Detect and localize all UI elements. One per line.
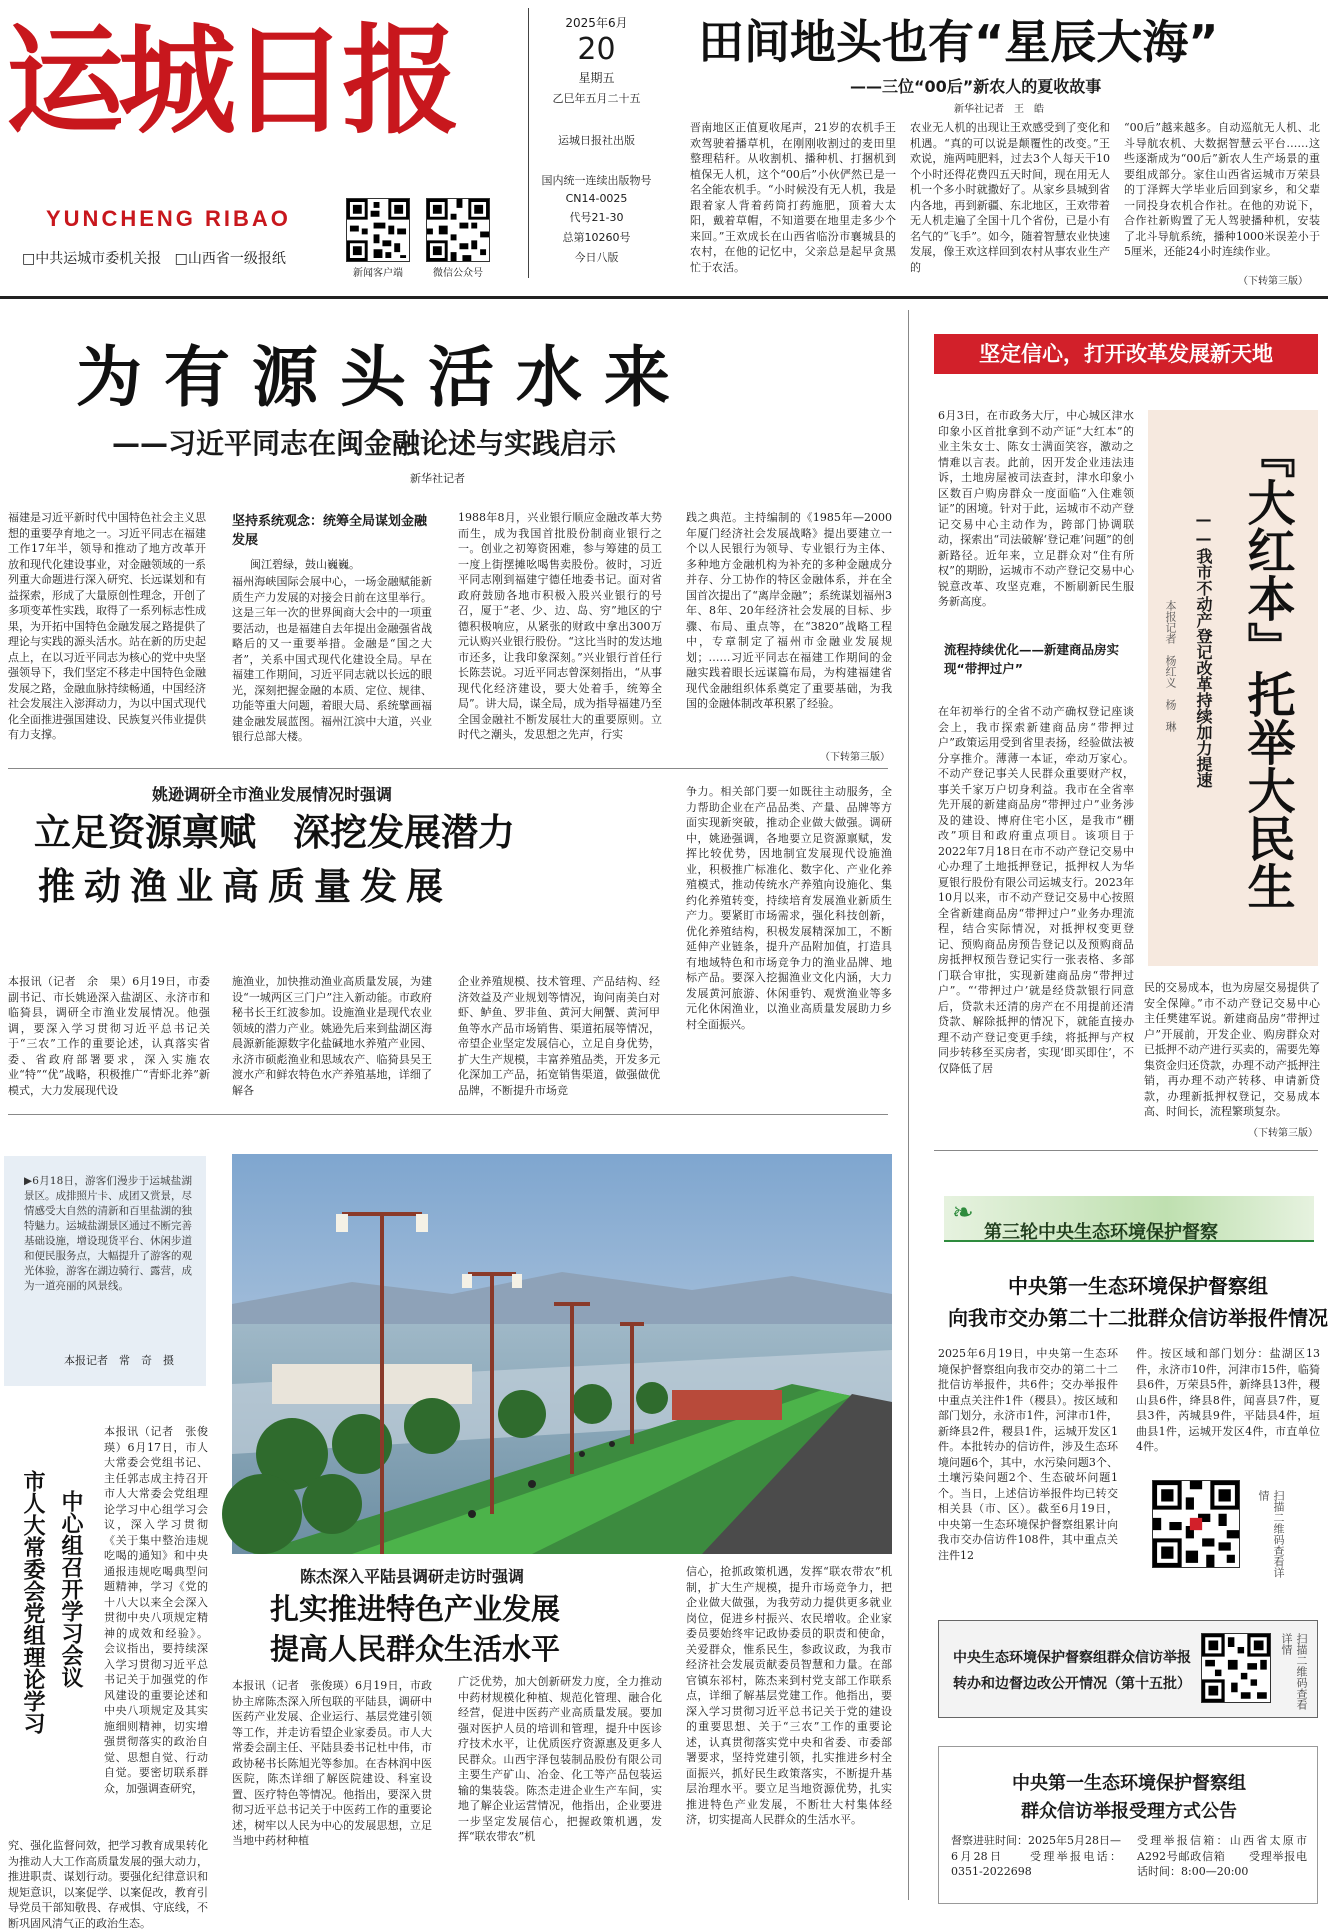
checkbox-icon: □ — [22, 251, 36, 267]
qr-pattern-icon — [427, 199, 489, 261]
fishery-title-1[interactable]: 立足资源禀赋 深挖发展潜力 — [34, 811, 515, 854]
npc-col-side: 本报讯（记者 张俊瑛）6月17日，市人大常委会党组书记、主任郭志成主持召开市人大常委会党组理论学习中心组学习会议，深入学习贯彻《关于集中整治违规吃喝的通知》和中央通报违规吃喝典型问题精神，学习《党的十八大以来全会深入贯彻中央八项规定精神的成效和经验》。会议指出，要持续深入学习贯彻习近平总书记关于加强党的作风建设的重要论述和中央八项规定及其实施细则精神，切实增强贯彻落实的政治自觉、思想自觉、行动自觉。要密切联系群众，加强调查研究， — [104, 1425, 208, 1795]
property-subtitle: ——我市不动产登记改革持续加力提速 — [1194, 510, 1213, 788]
masthead-divider — [0, 296, 1328, 299]
lead-col-3: 1988年8月，兴业银行顺应金融改革大势而生，成为我国首批股份制商业银行之一。创业之初筹资困难，参与筹建的员工一度上街摆摊吆喝售卖股份。彼时，习近平同志刚到福建宁德任地委书记。面对省政府鼓励各地市积极入股兴业银行的号召，厦于“老、少、边、岛、穷”地区的宁德积极响应，从紧张的财政中拿出300万元认购兴业银行股份。“这比当时的发达地市还多，让我印象深刻。”兴业银行首任行长陈芸说。习近平同志曾深刻指出，“从事现代化经济建设，要大处着手，统筹全局”。讲大局，谋全局，成为指导福建乃至全国金融社不断发展壮大的重要原则。立时代之潮头，发思想之先声，行实 — [458, 511, 662, 741]
pinglu-col-1: 本报讯（记者 张俊瑛）6月19日，市政协主席陈杰深入所包联的平陆县，调研中医药产业发展、企业运行、基层党建引领等工作，并走访看望企业家委员。市人大常委会副主任、平陆县委书记杜中伟，市政协秘书长陈旭光等参加。在杏林润中医医院，陈杰详细了解医院建设、科室设置、医疗特色等情况。他指出，要深入贯彻习近平总书记关于中医药工作的重要论述，树牢以人民为中心的发展思想，立足当地中药材种植 — [232, 1679, 432, 1847]
eco-col-1: 2025年6月19日，中央第一生态环境保护督察组向我市交办的第二十二批信访举报件，共6件；交办举报件中重点关注件1件（稷县）。按区域和部门划分，永济市1件，河津市1件，新绛县2件，稷县1件，运城开发区1件。本批转办的信访件，涉及生态环境问题6个，其中，水污染问题3个、土壤污染问题2个、生态破坏问题1个。当日，上述信访举报件均已转交相关县（市、区）。截至6月19日，中央第一生态环境保护督察组累计向我市交办信访件108件，其中重点关注件12 — [938, 1347, 1118, 1562]
pinglu-kicker: 陈杰深入平陆县调研走访时强调 — [300, 1567, 525, 1586]
top-story-jump[interactable]: （下转第三版） — [1238, 276, 1308, 287]
photo-caption-author: 本报记者 常 奇 摄 — [64, 1354, 174, 1367]
masthead-title: 运城日报 — [6, 11, 455, 150]
cn-number: CN14-0025 — [565, 192, 628, 205]
pinglu-col-2: 广泛优势，加大创新研发力度，全力推动中药材规模化种植、规范化管理、融合化经营，促进中医药产业高质量发展。要加强对医护人员的培训和管理，提升中医诊疗技术水平，让优质医疗资源惠及更多人民群众。山西宇泽包装制品股份有限公司主要生产矿山、冶金、化工等产品包装运输的集装袋。陈杰走进企业生产车间，实地了解企业运营情况，他指出，企业要进一步坚定发展信心，把握政策机遇，发挥“联农带农”机 — [458, 1675, 662, 1843]
npc-title-b[interactable]: 中心组召开学习会议 — [58, 1490, 83, 1688]
eco-disclosure-line-1: 中央生态环境保护督察组群众信访举报 — [953, 1650, 1191, 1666]
property-banner-text: 坚定信心，打开改革发展新天地 — [979, 342, 1273, 366]
property-title[interactable]: 『大红本』托举大民生 — [1239, 430, 1295, 910]
qr-pattern-icon — [347, 199, 409, 261]
top-story-byline: 新华社记者 王 皓 — [954, 104, 1044, 115]
lead-title[interactable]: 为有源头活水来 — [76, 339, 692, 416]
fishery-title-2[interactable]: 推动渔业高质量发展 — [38, 865, 452, 908]
right-column-divider — [908, 310, 909, 1900]
top-story-col-1: 晋南地区正值夏收尾声，21岁的农机手王欢驾驶着播草机，在刚刚收割过的麦田里整理秸秆。从收割机、播种机、打捆机到植保无人机，这个“00后”小伙俨然已是一名全能农机手。“小时候没有无人机，我是跟着家人背着药筒打药施肥，顶着大太阳，戴着草帽，不知道要在地里走多少个来回。”王欢成长在山西省临汾市襄城县的农村，在他的记忆中，父亲总是起早贪黑忙于农活。 — [690, 121, 896, 274]
fishery-bottom-rule — [8, 1114, 888, 1115]
property-banner — [934, 334, 1318, 374]
eco-banner-text: 第三轮中央生态环境保护督察 — [984, 1222, 1218, 1243]
qr-code-wechat[interactable] — [426, 198, 490, 262]
npc-col-bottom: 究、强化监督问效，把学习教育成果转化为推动人大工作高质量发展的强大动力，推进职责、谋划行动。要强化纪律意识和规矩意识，以案促学、以案促改，教育引导党员干部知敬畏、存戒惧、守底线，不断巩固风清气正的政治生态。 — [8, 1839, 208, 1930]
eco-banner — [944, 1196, 1314, 1242]
eco-disclosure-line-2: 转办和边督边改公开情况（第十五批） — [953, 1676, 1191, 1692]
fishery-col-3: 企业养殖规模、技术管理、产品结构、经济效益及产业规划等情况，询问南美白对虾、鲈鱼、罗非鱼、黄河大闸蟹、黄河甲鱼等水产品市场销售、渠道拓展等情况，帝望企业坚定发展信心，立足自身优势，扩大生产规模，丰富养殖品类，开发多元化深加工产品，拓宽销售渠道，做强做优品牌，不断提升市场竞 — [458, 975, 660, 1097]
property-col-2: 民的交易成本，也为房屋交易提供了安全保障。”市不动产登记交易中心主任樊建军说。新建商品房“带押过户”开展前，开发企业、购房群众对已抵押不动产进行买卖的，需要先筹集资金归还贷款，办理不动产抵押注销，再办理不动产转移、申请新贷款，办理新抵押权登记，交易成本高、时间长，流程繁琐复杂。 — [1144, 981, 1320, 1118]
qr-pattern-icon — [1202, 1634, 1270, 1702]
lead-col-2-head: 坚持系统观念：统筹全局谋划金融发展 — [232, 514, 428, 548]
date-lunar: 乙巳年五月二十五 — [552, 92, 641, 105]
property-byline: 本报记者 杨红义 杨 琳 — [1164, 600, 1177, 732]
date-year-month: 2025年6月 — [565, 16, 628, 30]
lead-subtitle: ——习近平同志在闽金融论述与实践启示 — [112, 427, 617, 460]
lead-bottom-rule — [8, 768, 888, 769]
property-jump[interactable]: （下转第三版） — [1248, 1128, 1318, 1139]
page-count: 今日八版 — [574, 251, 619, 264]
masthead-pinyin: YUNCHENG RIBAO — [46, 206, 291, 231]
fishery-kicker: 姚逊调研全市渔业发展情况时强调 — [152, 785, 393, 804]
top-story-title[interactable]: 田间地头也有“星辰大海” — [698, 15, 1219, 69]
lead-col-2-sub: 闽江碧绿，鼓山巍巍。 — [250, 558, 360, 571]
lead-col-4: 践之典范。主持编制的《1985年—2000年厦门经济社会发展战略》提出要建立一个以人民银行为领导、专业银行为主体、多种地方金融机构为补充的多种金融成分并存、分工协作的特区金融体系，并在全国首次提出了“离岸金融”；系统谋划福州3年、8年、20年经济社会发展的目标、步骤、布局、重点等，在“3820”战略工程中，专章制定了福州市金融业发展规划；……习近平同志在福建工作期间的金融实践着眼长远谋篇布局，为构建福建省现代金融组织体系奠定了重要基础，为我国的金融体制改革积累了经验。 — [686, 511, 892, 710]
date-publisher: 运城日报社出版 — [558, 134, 635, 147]
eco-notice-box[interactable] — [938, 1746, 1318, 1904]
masthead-tag-2: 山西省一级报纸 — [187, 251, 286, 267]
issn-label: 国内统一连续出版物号 — [541, 174, 652, 187]
eco-notice-title-2: 群众信访举报受理方式公告 — [1021, 1801, 1237, 1822]
property-bottom-rule — [934, 1150, 1318, 1151]
fishery-col-1: 本报讯（记者 余 果）6月19日，市委副书记、市长姚逊深入盐湖区、永济市和临猗县，调研全市渔业发展情况。他强调，要深入学习贯彻习近平总书记关于“三农”工作的重要论述，认真落实省委、省政府部署要求，深入实施农业“特”“优”战略，积极推广“青虾北养”新模式，大力发展现代设 — [8, 975, 210, 1097]
eco-notice-title-1: 中央第一生态环境保护督察组 — [1012, 1773, 1246, 1794]
pinglu-title-2[interactable]: 提高人民群众生活水平 — [270, 1632, 561, 1666]
eco-title-1[interactable]: 中央第一生态环境保护督察组 — [1008, 1274, 1268, 1298]
top-story-col-2: 农业无人机的出现让王欢感受到了变化和机遇。“真的可以说是颠覆性的改变。”王欢说，施两吨肥料，过去3个人每天干10个小时还得花费四五天时间，现在用无人机一个多小时就撒好了。从家乡县城到省内各地，再到新疆、东北地区，王欢带着无人机走遍了全国十几个省份，已是小有名气的“飞手”。如今，随着智慧农业快速发展，像王欢这样回到农村从事农业生产的 — [910, 121, 1110, 274]
fishery-col-2: 施渔业，加快推动渔业高质量发展，为建设“一城两区三门户”注入新动能。市政府秘书长王红波参加。设施渔业是现代农业领域的潜力产业。姚逊先后来到盐湖区海晨源新能源数字化盐碱地水养殖产业园、永济市硕彪渔业和思域农产、临猗县吴王渡水产和鲜农特色水产养殖基地，详细了解各 — [232, 975, 432, 1097]
qr-app-label: 新闻客户端 — [353, 268, 403, 279]
eco-notice-col-2: 受理举报信箱：山西省太原市A292号邮政信箱 受理举报电话时间：8:00—20:00 — [1137, 1834, 1307, 1878]
top-story-subtitle: ——三位“00后”新农人的夏收故事 — [850, 77, 1102, 96]
qr-code-disclosure[interactable] — [1201, 1633, 1271, 1703]
eco-title-2[interactable]: 向我市交办第二十二批群众信访举报件情况 — [948, 1306, 1328, 1330]
property-col-1b: 在年初举行的全省不动产确权登记座谈会上，我市探索新建商品房“带押过户”政策运用受到省里表扬，经验做法被分享推介。薄薄一本证，牵动万家心。不动产登记事关人民群众重要财产权，事关千家万户切身利益。我市在全省率先开展的新建商品房“带押过户”业务涉及的建设、博府住宅小区，是我市“棚改”项目和政府重点项目。该项目于2022年7月18日在市不动产登记交易中心办理了土地抵押登记，抵押权人为华夏银行股份有限公司运城支行。2023年10月以来，市不动产登记交易中心按照全省新建商品房“带押过户”业务办理流程，结合实际情况，对抵押权变更登记、预购商品房预告登记以及预购商品房抵押权预告登记实行一张表格、多部门联合审批，实现新建商品房“带押过户”。“‘带押过户’就是经贷款银行同意后，贷款未还清的房产在不用提前还清贷款、解除抵押的情况下，就能直接办理不动产登记变更手续，将抵押与产权同步转移至买房者，实现‘即买即住’，不仅降低了居 — [938, 705, 1134, 1075]
salt-lake-scene-icon — [232, 1154, 892, 1554]
property-col-1-head: 流程持续优化——新建商品房实现“带押过户” — [944, 642, 1120, 676]
photo-caption-text: ▶6月18日，游客们漫步于运城盐湖景区。成排照片卡、成团又赏景，尽情感受大自然的清新和百里盐湖的独特魅力。运城盐湖景区通过不断完善基础设施，增设现货平台、休闲步道和便民服务点，大幅提升了游客的观光体验，游客在湖边骑行、露营，成为一道亮丽的风景线。 — [24, 1175, 192, 1292]
qr-code-eco[interactable] — [1152, 1480, 1240, 1568]
date-day: 20 — [577, 32, 616, 67]
lead-jump[interactable]: （下转第三版） — [820, 752, 890, 763]
eco-notice-col-1: 督察进驻时间：2025年5月28日—6月28日 受理举报电话：0351-2022698 — [951, 1834, 1121, 1878]
lead-byline: 新华社记者 — [410, 472, 465, 485]
pinglu-title-1[interactable]: 扎实推进特色产业发展 — [270, 1592, 561, 1626]
top-story-col-3: “00后”越来越多。自动巡航无人机、北斗导航农机、大数据智慧云平台……这些逐渐成为“00后”新农人生产场景的重要组成部分。家住山西省运城市万荣县的丁泽辉大学毕业后回到家乡，和父辈一同投身农机合作社。在他的劝说下，合作社新购置了无人驾驶播种机，安装了北斗导航系统，播种1000米误差小于5厘米，还能24小时连续作业。 — [1124, 121, 1320, 258]
leaf-icon: ❧ — [952, 1198, 974, 1228]
masthead-tags — [22, 248, 286, 268]
pinglu-col-3: 信心，抢抓政策机遇，发挥“联农带农”机制，扩大生产规模，提升市场竞争力，把企业做大做强，为我劳动力提供更多就业岗位，促进乡村振兴、农民增收。企业家委员要始终牢记政协委员的职责和使命，关爱群众，惟系民生，参政议政，为我市经济社会发展贡献委员智慧和力量。在部官镇东祁村，陈杰来到村党支部工作联系点，详细了解基层党建工作。他指出，要深入学习贯彻习近平总书记关于党的建设的重要思想、关于“三农”工作的重要论述，认真贯彻落实党中央和省委、市委部署要求，坚持党建引领，扎实推进乡村全面振兴，抓好民生政策落实，不断提升基层治理水平。要立足当地资源优势，扎实推进特色产业发展，不断壮大村集体经济，切实提高人民群众的生活水平。 — [686, 1565, 892, 1826]
post-code: 代号21-30 — [569, 211, 624, 224]
lead-col-2: 福州海峡国际会展中心，一场金融赋能新质生产力发展的对接会日前在这里举行。这是三年一次的世界闽商大会中的一项重要活动，也是福建自去年提出金融强省战略后的又一重要举措。金融是“国之大者”，关系中国式现代化建设全局。早在福建工作期间，习近平同志就以长远的眼光，深刻把握金融的本质、定位、规律、功能等重大问题，着眼大局、系统擘画福建金融发展蓝图。福州江滨中大道，兴业银行总部大楼。 — [232, 575, 432, 743]
checkbox-icon: □ — [174, 251, 188, 267]
lead-col-1: 福建是习近平新时代中国特色社会主义思想的重要孕育地之一。习近平同志在福建工作17年半，领导和推动了地方改革开放和现代化建设事业，对金融领域的一系列重大命题进行深入研究、长远谋划和有益探索，形成了大量原创性理念，开创了多项变革性实践，取得了一系列标志性成果，为开拓中国特色金融发展之路提供了理论与实践的源头活水。站在新的历史起点上，在以习近平同志为核心的党中央坚强领导下，我们坚定不移走中国特色金融发展之路，金融血脉持续畅通，中国经济社会发展注入澎湃动力，为以中国式现代化全面推进强国建设、民族复兴伟业提供有力支撑。 — [8, 511, 206, 741]
eco-qr-caption: 扫描二维码查看详情 — [1257, 1490, 1285, 1578]
eco-disclosure-qr-caption: 扫描二维码查看详情 — [1280, 1633, 1308, 1710]
photo-caption-box — [4, 1156, 206, 1386]
serial-number: 总第10260号 — [562, 231, 631, 244]
masthead-tag-1: 中共运城市委机关报 — [35, 251, 162, 267]
property-col-1: 6月3日，在市政务大厅，中心城区津水印象小区首批拿到不动产证“大红本”的业主朱女士、陈女士满面笑容，激动之情难以言表。此前，因开发企业违法违诉，土地房屋被司法查封，津水印象小区数百户购房群众一度面临“入住难领证”的困境。针对于此，运城市不动产登记交易中心主动作为，跨部门协调联动，探索出“司法破解‘登记难’问题”的创新路径。近年来，立足群众对“住有所权”的期盼，运城市不动产登记交易中心锐意改革、攻坚克难，不断刷新民生服务新高度。 — [938, 409, 1134, 608]
qr-code-app[interactable] — [346, 198, 410, 262]
qr-wechat-label: 微信公众号 — [433, 268, 483, 279]
npc-title-a[interactable]: 市人大常委会党组理论学习 — [20, 1470, 45, 1734]
date-box — [528, 8, 664, 278]
salt-lake-photo[interactable] — [232, 1154, 892, 1554]
fishery-col-4: 争力。相关部门要一如既往主动服务，全力帮助企业在产品品类、产量、品牌等方面实现新突破，推动企业做大做强。调研中，姚逊强调，各地要立足资源禀赋，发挥比较优势，因地制宜发展现代设施渔业，积极推广标准化、数字化、产业化养殖模式，推动传统水产养殖向设施化、集约化养殖转变，持续培育发展渔业新质生产力。要紧盯市场需求，强化科技创新，优化养殖结构，积极发展精深加工，不断延伸产业链条，提升产品附加值，打造具有地域特色和市场竞争力的渔业品牌、地标产品。要深入挖掘渔业文化内涵，大力发展黄河旅游、休闲垂钓、观赏渔业等多元化休闲渔业，以渔业高质量发展助力乡村全面振兴。 — [686, 785, 892, 1031]
eco-col-2: 件。按区域和部门划分：盐湖区13件，永济市10件，河津市15件，临猗县6件，万荣县5件，新绛县13件，稷山县6件，绛县8件，闻喜县7件，夏县3件，芮城县9件，平陆县4件，垣曲县1件，运城开发区4件，市直单位4件。 — [1136, 1347, 1320, 1453]
date-weekday: 星期五 — [578, 71, 615, 85]
eco-disclosure-box[interactable] — [938, 1620, 1318, 1718]
qr-pattern-icon — [1153, 1481, 1239, 1567]
